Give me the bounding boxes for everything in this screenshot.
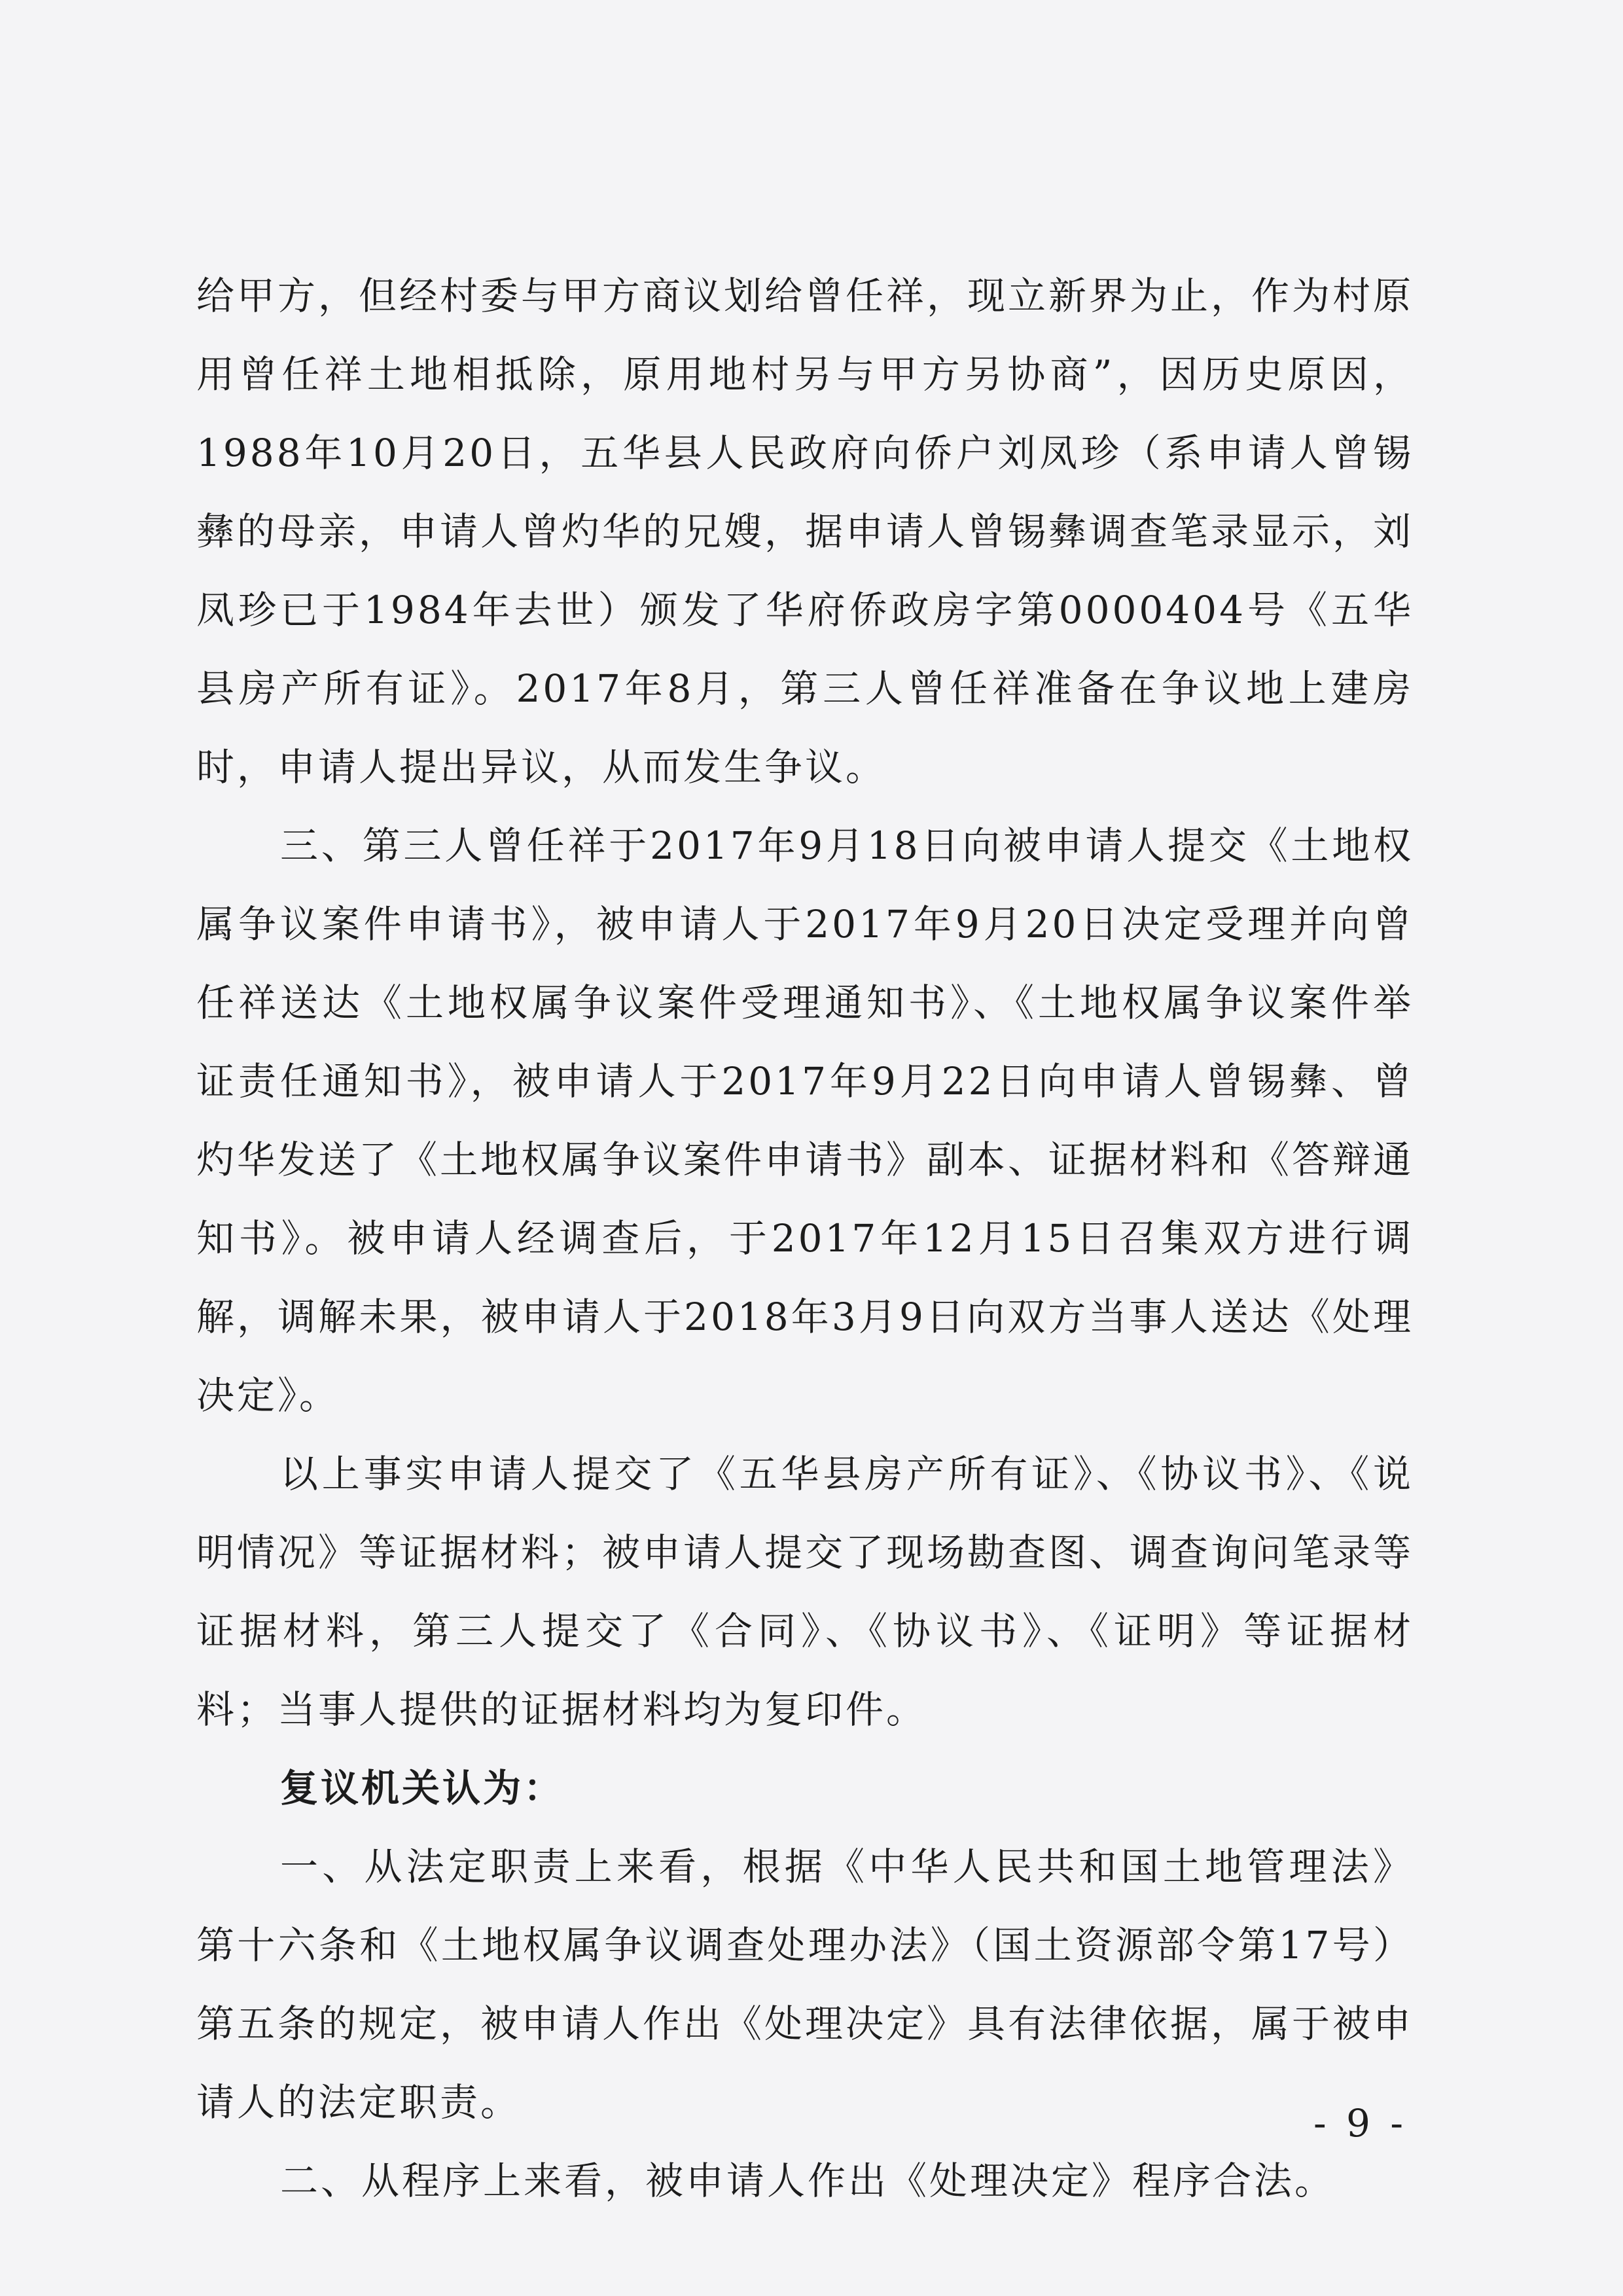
paragraph-continuation: 给甲方，但经村委与甲方商议划给曾任祥，现立新界为止，作为村原用曾任祥土地相抵除，原用地村另与甲方另协商”，因历史原因，1988年10月20日，五华县人民政府向侨户刘凤珍（系申请人曾锡彝的母亲，申请人曾灼华的兄嫂，据申请人曾锡彝调查笔录显示，刘凤珍已于1984年去世）颁发了华府侨政房字第0000404号《五华县房产所有证》。2017年8月，第三人曾任祥准备在争议地上建房时，申请人提出异议，从而发生争议。 [196,274,1414,789]
page-number: - 9 - [1313,2101,1407,2145]
paragraph-opinion-one: 一、从法定职责上来看，根据《中华人民共和国土地管理法》第十六条和《土地权属争议调查处理办法》（国土资源部令第17号）第五条的规定，被申请人作出《处理决定》具有法律依据，属于被申请人的法定职责。 [196,1844,1414,2125]
paragraph-section-three: 三、第三人曾任祥于2017年9月18日向被申请人提交《土地权属争议案件申请书》，被申请人于2017年9月20日决定受理并向曾任祥送达《土地权属争议案件受理通知书》、《土地权属争议案件举证责任通知书》，被申请人于2017年9月22日向申请人曾锡彝、曾灼华发送了《土地权属争议案件申请书》副本、证据材料和《答辩通知书》。被申请人经调查后，于2017年12月15日召集双方进行调解，调解未果，被申请人于2018年3月9日向双方当事人送达《处理决定》。 [196,823,1414,1418]
document-body [196,257,1414,2220]
paragraph-opinion-two: 二、从程序上来看，被申请人作出《处理决定》程序合法。 [280,2159,1336,2203]
paragraph-evidence-summary: 以上事实申请人提交了《五华县房产所有证》、《协议书》、《说明情况》等证据材料；被申请人提交了现场勘查图、调查询问笔录等证据材料，第三人提交了《合同》、《协议书》、《证明》等证据材料；当事人提供的证据材料均为复印件。 [196,1452,1414,1732]
heading-review-opinion: 复议机关认为： [280,1766,565,1810]
